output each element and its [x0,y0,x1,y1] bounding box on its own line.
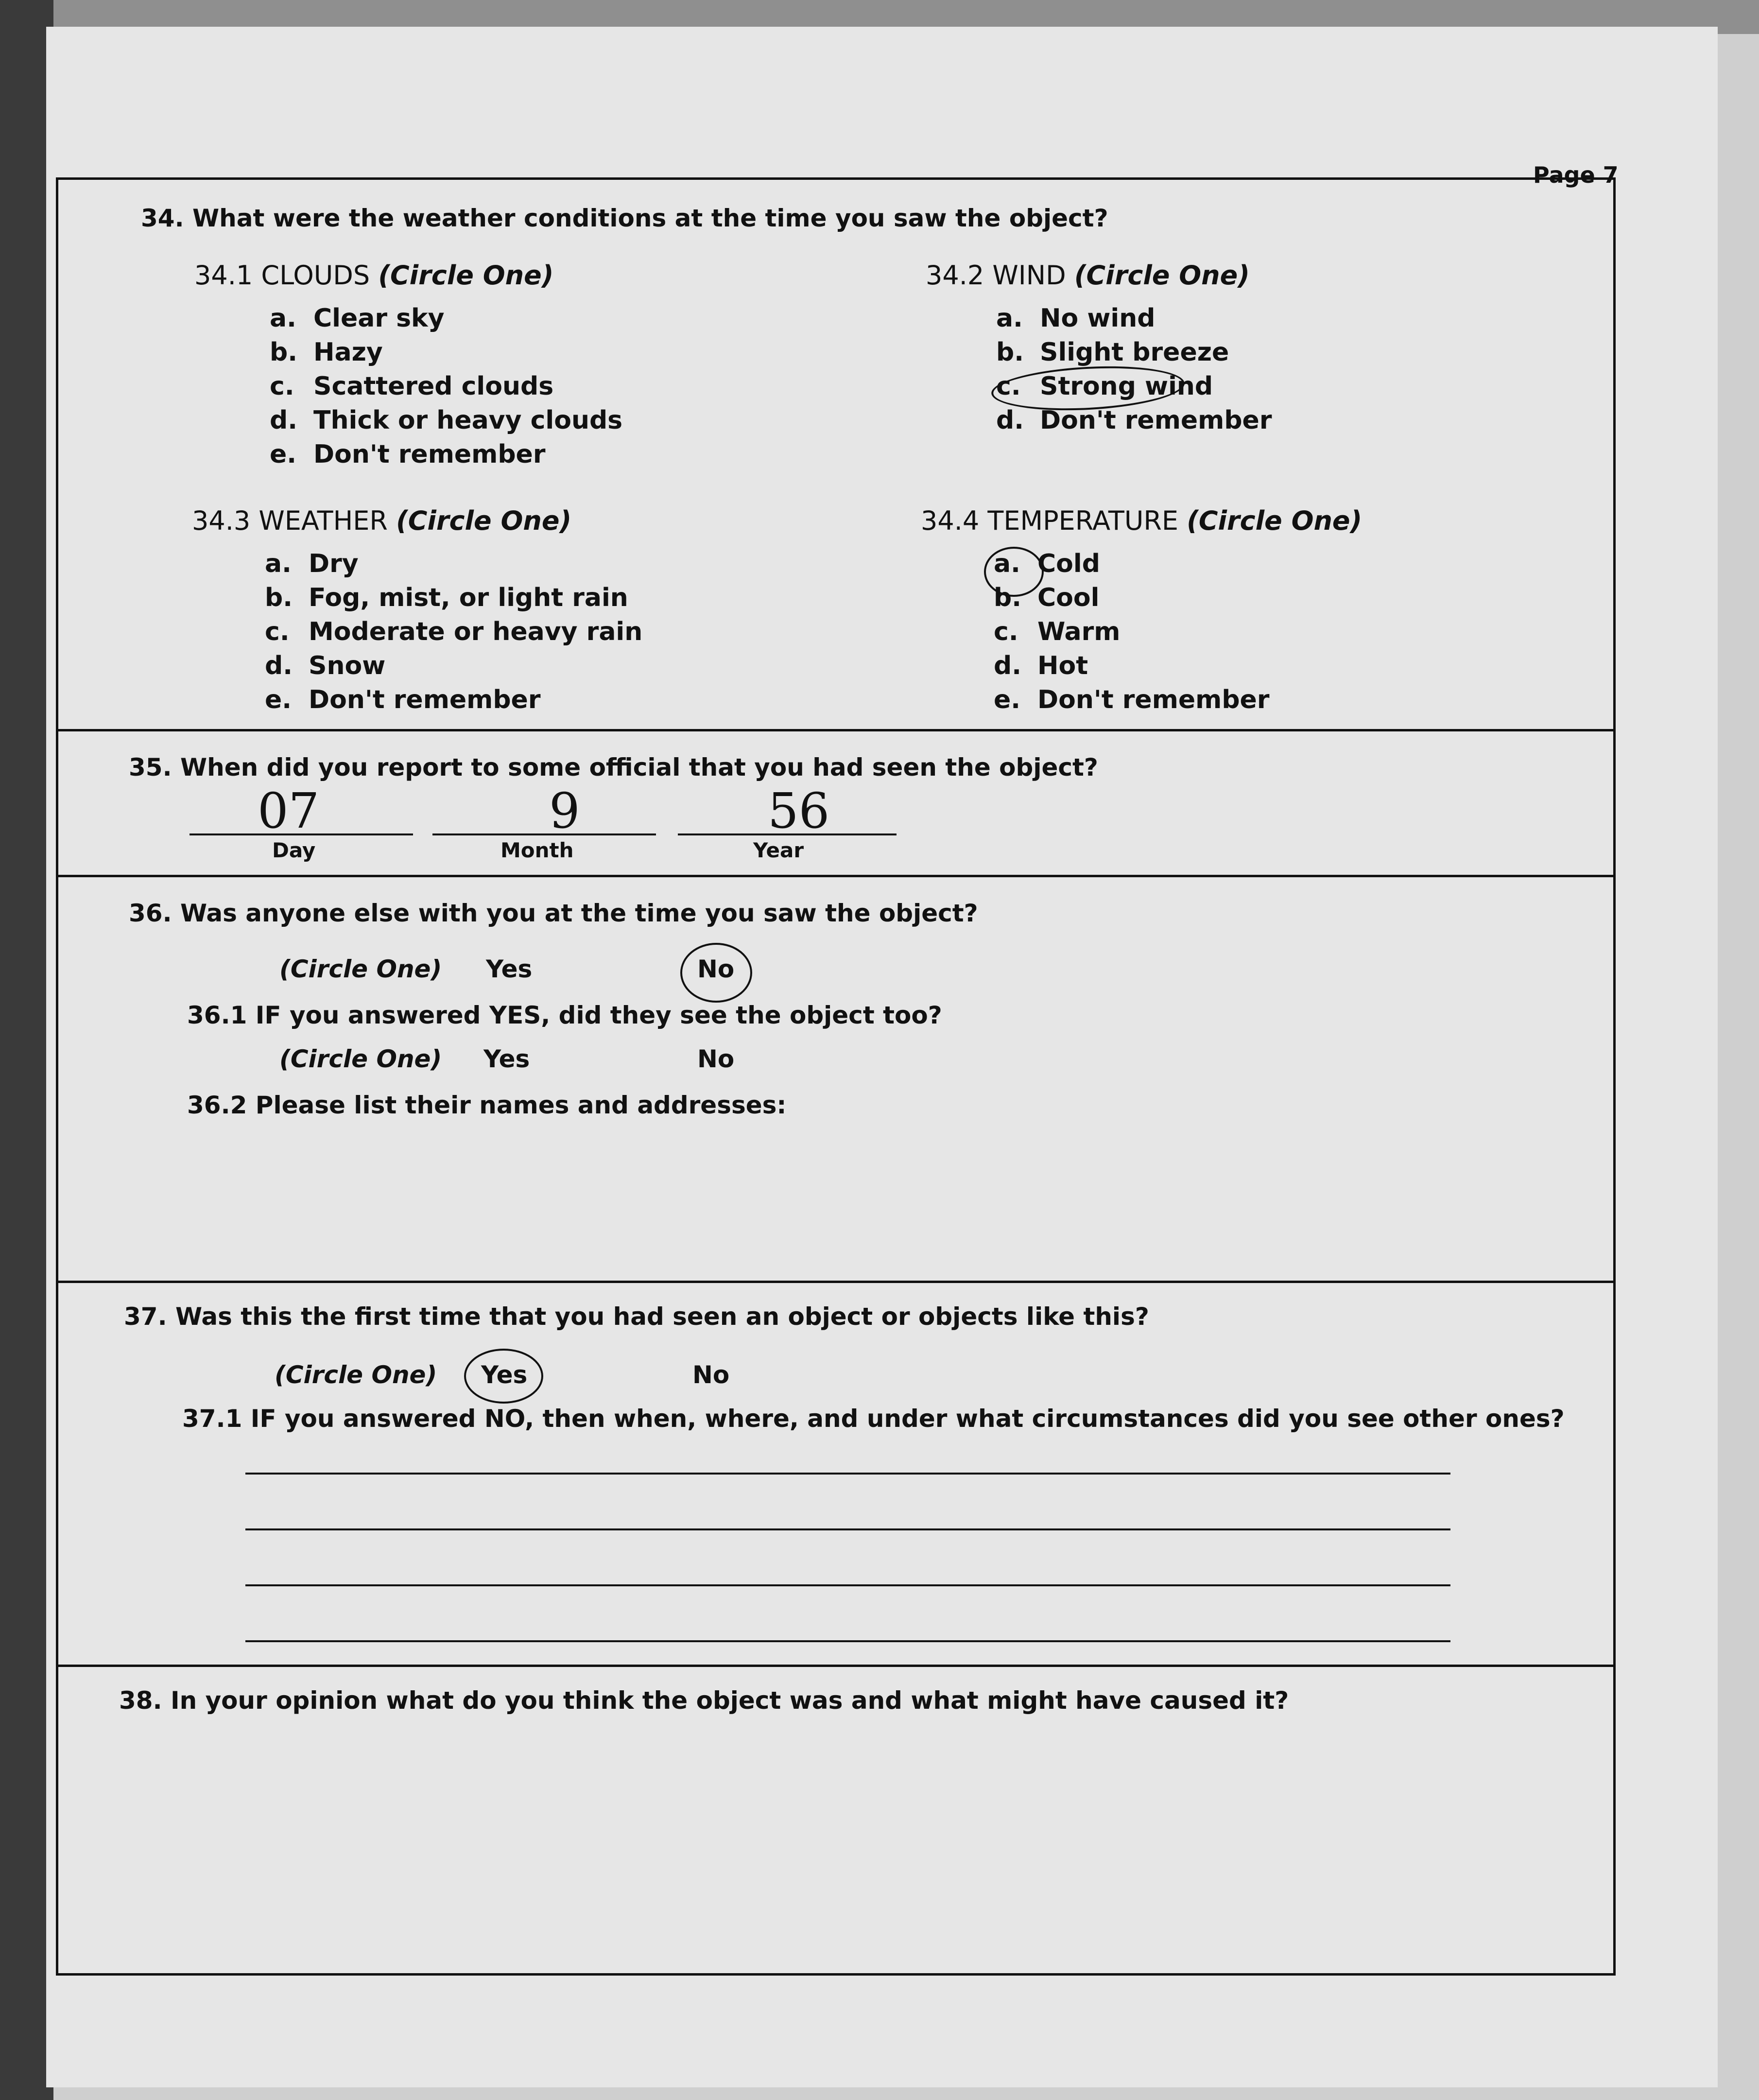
weather-option-c[interactable]: c. Moderate or heavy rain [265,617,643,646]
temperature-option-e[interactable]: e. Don't remember [994,685,1270,714]
question-36: 36. Was anyone else with you at the time you saw the object? [129,899,978,927]
clouds-option-b[interactable]: b. Hazy [270,338,383,367]
temperature-option-c[interactable]: c. Warm [994,617,1121,646]
answer-line-2[interactable] [245,1528,1450,1530]
answer-line-3[interactable] [245,1584,1450,1586]
divider-35-36 [58,875,1613,877]
divider-34-35 [58,729,1613,731]
question-36-2: 36.2 Please list their names and addresses: [187,1091,787,1119]
q36-1-yes[interactable]: Yes [483,1045,530,1073]
temperature-heading: 34.4 TEMPERATURE (Circle One) [921,505,1362,536]
clouds-option-e[interactable]: e. Don't remember [270,440,546,469]
questionnaire-frame [56,177,1616,1976]
q36-no-circle-mark [680,943,752,1003]
day-line [190,833,413,835]
temperature-option-d[interactable]: d. Hot [994,651,1088,680]
cold-circle-mark [984,547,1044,597]
day-label: Day [272,838,316,862]
divider-37-38 [58,1665,1613,1667]
clouds-option-a[interactable]: a. Clear sky [270,304,445,333]
wind-option-c[interactable]: c. Strong wind [996,372,1213,401]
year-line [678,833,897,835]
wind-option-a[interactable]: a. No wind [996,304,1155,333]
answer-line-1[interactable] [245,1473,1450,1475]
clouds-heading: 34.1 CLOUDS (Circle One) [194,260,554,291]
weather-option-d[interactable]: d. Snow [265,651,386,680]
q37-instruction: (Circle One) [275,1361,437,1389]
weather-option-b[interactable]: b. Fog, mist, or light rain [265,583,628,612]
answer-line-4[interactable] [245,1640,1450,1642]
question-34: 34. What were the weather conditions at the time you saw the object? [141,204,1108,232]
scan-left-edge [0,0,53,2100]
question-35: 35. When did you report to some official that you had seen the object? [129,753,1098,781]
names-addresses-area[interactable] [187,1128,1499,1390]
year-handwritten: 56 [768,782,830,839]
page-number: Page 7 [1533,162,1619,188]
opinion-answer-area[interactable] [119,1735,1528,1939]
q36-instruction: (Circle One) [279,955,442,983]
month-handwritten: 9 [549,782,580,839]
question-37-1: 37.1 IF you answered NO, then when, where, and under what circumstances did you see other ones? [182,1405,1565,1433]
question-36-1: 36.1 IF you answered YES, did they see the object too? [187,1001,942,1029]
q36-yes[interactable]: Yes [486,955,533,983]
temperature-option-b[interactable]: b. Cool [994,583,1100,612]
weather-heading: 34.3 WEATHER (Circle One) [192,505,572,536]
weather-option-a[interactable]: a. Dry [265,549,359,578]
wind-heading: 34.2 WIND (Circle One) [926,260,1250,291]
divider-36-37 [58,1281,1613,1283]
year-label: Year [753,838,804,862]
month-label: Month [500,838,574,862]
q37-no[interactable]: No [692,1361,730,1389]
month-line [432,833,656,835]
day-handwritten: 07 [258,782,320,839]
wind-option-d[interactable]: d. Don't remember [996,406,1272,435]
question-37: 37. Was this the first time that you had seen an object or objects like this? [124,1302,1149,1331]
q37-yes-circle-mark [464,1349,543,1404]
weather-option-e[interactable]: e. Don't remember [265,685,541,714]
q36-no[interactable]: No [697,955,735,983]
q36-1-no[interactable]: No [697,1045,735,1073]
q36-1-instruction: (Circle One) [279,1045,442,1073]
temperature-option-a[interactable]: a. Cold [994,549,1100,578]
wind-option-b[interactable]: b. Slight breeze [996,338,1229,367]
q37-yes[interactable]: Yes [481,1361,528,1389]
clouds-option-d[interactable]: d. Thick or heavy clouds [270,406,623,435]
question-38: 38. In your opinion what do you think the object was and what might have caused it? [119,1686,1289,1715]
clouds-option-c[interactable]: c. Scattered clouds [270,372,554,401]
